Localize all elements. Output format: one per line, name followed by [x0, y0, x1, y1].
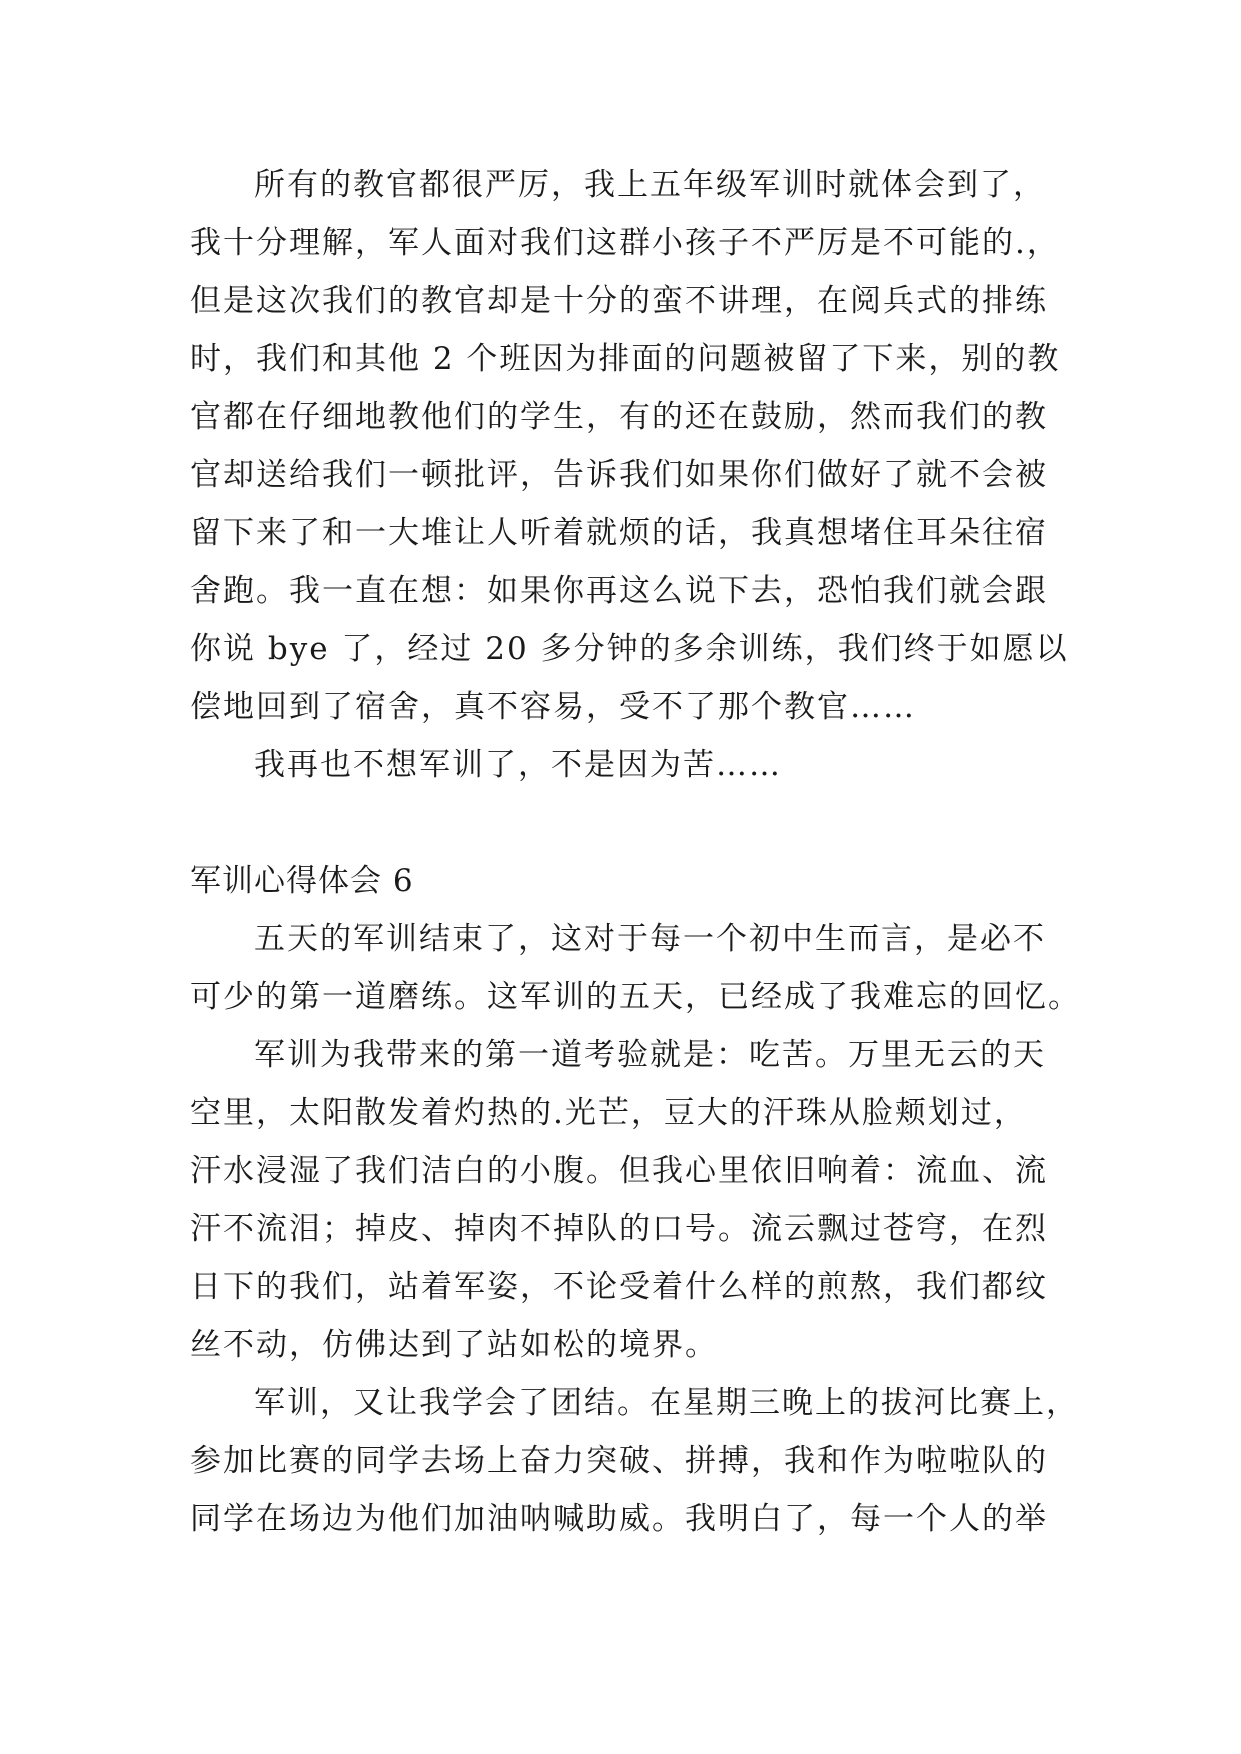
section-heading: 军训心得体会 6: [190, 863, 414, 899]
paragraph-line: 我再也不想军训了，不是因为苦……: [254, 747, 782, 783]
paragraph-line: 丝不动，仿佛达到了站如松的境界。: [190, 1327, 718, 1363]
paragraph-line: 日下的我们，站着军姿，不论受着什么样的煎熬，我们都纹: [190, 1269, 1048, 1305]
paragraph-line: 汗不流泪；掉皮、掉肉不掉队的口号。流云飘过苍穹，在烈: [190, 1211, 1048, 1247]
paragraph-line: 所有的教官都很严厉，我上五年级军训时就体会到了，: [254, 167, 1046, 203]
paragraph-line: 舍跑。我一直在想：如果你再这么说下去，恐怕我们就会跟: [190, 573, 1048, 609]
paragraph-line: 汗水浸湿了我们洁白的小腹。但我心里依旧响着：流血、流: [190, 1153, 1048, 1189]
section-b: [190, 852, 1081, 1548]
paragraph-line: 但是这次我们的教官却是十分的蛮不讲理，在阅兵式的排练: [190, 283, 1048, 319]
paragraph-line: 你说 bye 了，经过 20 多分钟的多余训练，我们终于如愿以: [190, 631, 1069, 667]
paragraph-line: 偿地回到了宿舍，真不容易，受不了那个教官……: [190, 689, 916, 725]
paragraph-line: 官都在仔细地教他们的学生，有的还在鼓励，然而我们的教: [190, 399, 1048, 435]
paragraph-line: 空里，太阳散发着灼热的.光芒，豆大的汗珠从脸颊划过，: [190, 1095, 1027, 1131]
paragraph-line: 留下来了和一大堆让人听着就烦的话，我真想堵住耳朵往宿: [190, 515, 1048, 551]
paragraph-line: 参加比赛的同学去场上奋力突破、拼搏，我和作为啦啦队的: [190, 1443, 1048, 1479]
section-a: [190, 156, 1070, 794]
paragraph-line: 同学在场边为他们加油呐喊助威。我明白了，每一个人的举: [190, 1501, 1048, 1537]
paragraph-line: 军训为我带来的第一道考验就是：吃苦。万里无云的天: [254, 1037, 1046, 1073]
paragraph-line: 我十分理解，军人面对我们这群小孩子不严厉是不可能的.，: [190, 225, 1060, 261]
paragraph-line: 军训，又让我学会了团结。在星期三晚上的拔河比赛上，: [254, 1385, 1079, 1421]
paragraph-line: 五天的军训结束了，这对于每一个初中生而言，是必不: [254, 921, 1046, 957]
paragraph-line: 时，我们和其他 2 个班因为排面的问题被留了下来，别的教: [190, 341, 1061, 377]
paragraph-line: 可少的第一道磨练。这军训的五天，已经成了我难忘的回忆。: [190, 979, 1081, 1015]
paragraph-line: 官却送给我们一顿批评，告诉我们如果你们做好了就不会被: [190, 457, 1048, 493]
